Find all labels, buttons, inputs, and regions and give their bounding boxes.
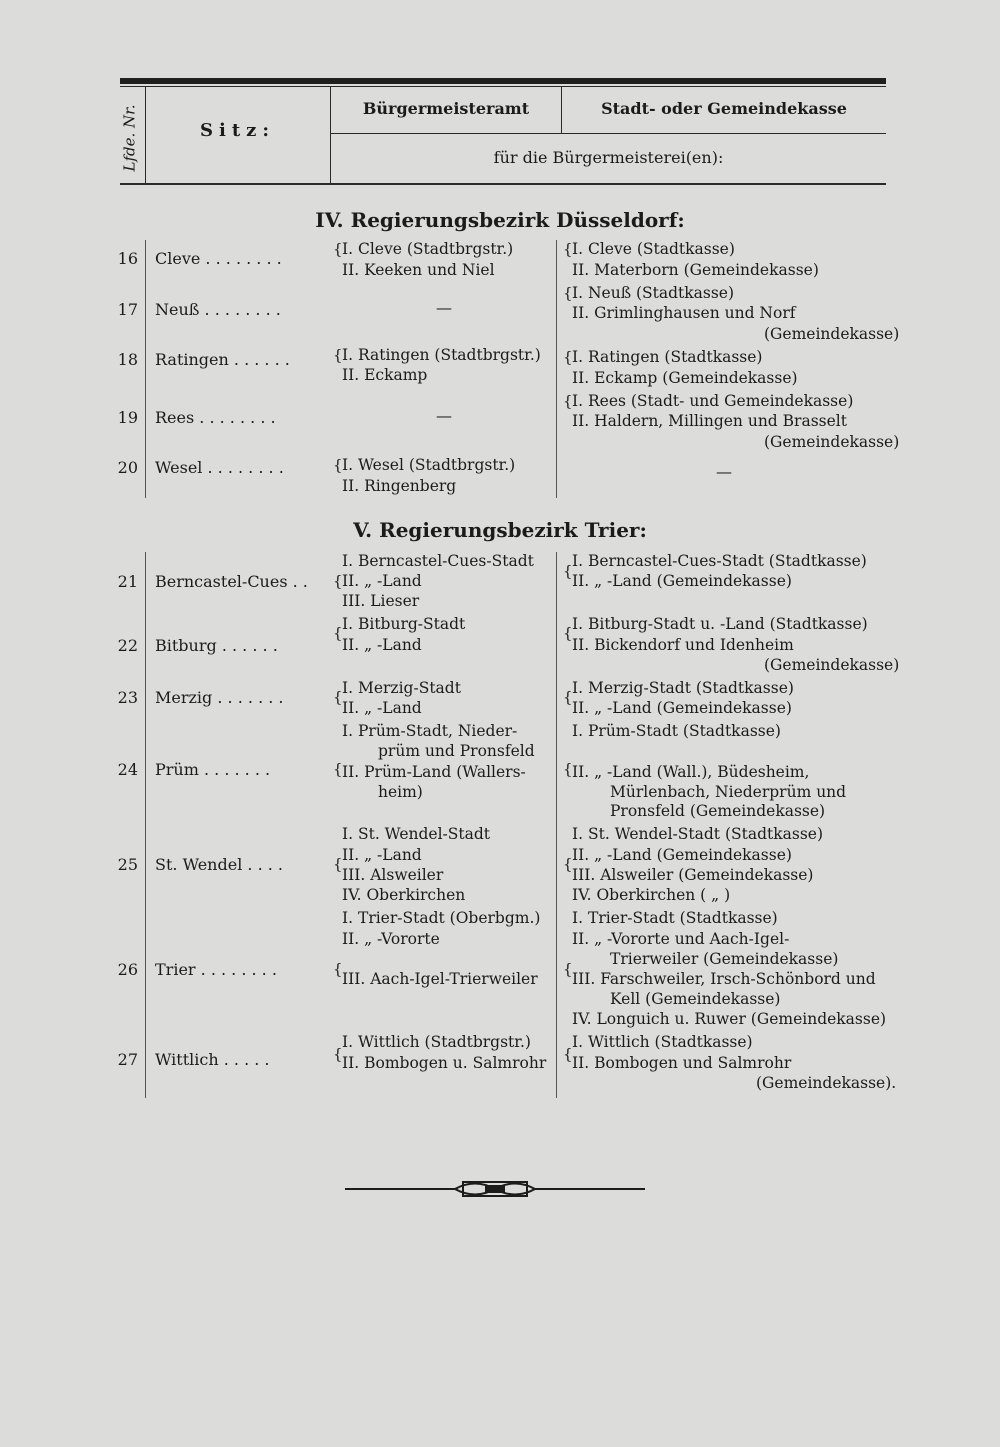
section-title-trier: V. Regierungsbezirk Trier: (353, 518, 647, 542)
kasse-entry: II. Eckamp (Gemeindekasse) (572, 369, 798, 387)
brace-icon: { (333, 346, 343, 364)
kasse-entry: (Gemeindekasse) (764, 433, 900, 451)
brace-icon: { (333, 240, 343, 258)
kasse-entry: I. Merzig-Stadt (Stadtkasse) (572, 679, 794, 697)
brace-icon: { (563, 855, 573, 873)
brace-icon: { (563, 348, 573, 366)
bm-entry: IV. Oberkirchen (342, 886, 466, 904)
body-divider-left-1 (145, 240, 146, 498)
bm-entry: I. Wesel (Stadtbrgstr.) (342, 456, 516, 474)
row-number: 26 (117, 960, 138, 979)
row-sitz: Cleve . . . . . . . . (155, 249, 282, 268)
kasse-entry: II. Bickendorf und Idenheim (572, 636, 794, 654)
kasse-entry: IV. Oberkirchen ( „ ) (572, 886, 731, 904)
bm-entry: III. Aach-Igel-Trierweiler (342, 970, 538, 988)
kasse-entry: I. Ratingen (Stadtkasse) (572, 348, 763, 366)
brace-icon: { (563, 624, 573, 642)
bm-entry: II. „ -Land (342, 636, 422, 654)
kasse-entry: Trierweiler (Gemeindekasse) (610, 950, 839, 968)
brace-icon: { (333, 760, 343, 778)
brace-icon: { (563, 562, 573, 580)
kasse-entry: I. Trier-Stadt (Stadtkasse) (572, 909, 778, 927)
bm-entry: I. St. Wendel-Stadt (342, 825, 491, 843)
header-rule-bottom (120, 183, 886, 185)
brace-icon: { (563, 240, 573, 258)
row-number: 19 (117, 408, 138, 427)
kasse-entry: II. „ -Land (Gemeindekasse) (572, 846, 792, 864)
brace-icon: { (563, 760, 573, 778)
row-sitz: Wittlich . . . . . (155, 1050, 270, 1069)
bm-entry: II. „ -Land (342, 846, 422, 864)
bm-entry: II. Bombogen u. Salmrohr (342, 1054, 547, 1072)
header-rule-top (120, 78, 886, 84)
kasse-entry: II. „ -Land (Gemeindekasse) (572, 572, 792, 590)
brace-icon: { (563, 960, 573, 978)
bm-dash: — (436, 406, 452, 425)
row-sitz: Rees . . . . . . . . (155, 408, 276, 427)
body-divider-mid-2 (556, 552, 557, 1098)
brace-icon: { (333, 688, 343, 706)
row-sitz: Merzig . . . . . . . (155, 688, 284, 707)
bm-entry: I. Berncastel-Cues-Stadt (342, 552, 534, 570)
bm-entry: I. Wittlich (Stadtbrgstr.) (342, 1033, 531, 1051)
brace-icon: { (333, 572, 343, 590)
kasse-entry: I. Wittlich (Stadtkasse) (572, 1033, 753, 1051)
row-sitz: Trier . . . . . . . . (155, 960, 277, 979)
header-rule-middle (330, 133, 886, 134)
section-title-duesseldorf: IV. Regierungsbezirk Düsseldorf: (315, 208, 685, 232)
brace-icon: { (563, 1045, 573, 1063)
kasse-entry: Kell (Gemeindekasse) (610, 990, 781, 1008)
kasse-entry: I. Rees (Stadt- und Gemeindekasse) (572, 392, 854, 410)
bm-entry: heim) (378, 783, 423, 801)
row-sitz: Berncastel-Cues . . (155, 572, 308, 591)
kasse-entry: III. Farschweiler, Irsch-Schönbord und (572, 970, 876, 988)
bm-entry: II. Ringenberg (342, 477, 457, 495)
header-kasse: Stadt- oder Gemeindekasse (601, 99, 847, 118)
header-fuer-buergermeistereien: für die Bürgermeisterei(en): (493, 148, 724, 167)
ornament-divider-icon (345, 1176, 645, 1202)
row-sitz: Neuß . . . . . . . . (155, 300, 281, 319)
header-lfd-nr: Lfde. Nr. (120, 104, 139, 172)
row-number: 18 (117, 350, 138, 369)
body-divider-mid-1 (556, 240, 557, 498)
kasse-entry: II. „ -Land (Wall.), Büdesheim, (572, 763, 810, 781)
bm-entry: II. „ -Vororte (342, 930, 440, 948)
row-sitz: Prüm . . . . . . . (155, 760, 271, 779)
kasse-dash: — (716, 462, 732, 481)
row-sitz: Bitburg . . . . . . (155, 636, 278, 655)
bm-entry: I. Cleve (Stadtbrgstr.) (342, 240, 514, 258)
bm-entry: II. „ -Land (342, 572, 422, 590)
kasse-entry: (Gemeindekasse) (764, 325, 900, 343)
kasse-entry: (Gemeindekasse) (764, 656, 900, 674)
row-number: 22 (117, 636, 138, 655)
kasse-entry: II. Haldern, Millingen und Brasselt (572, 412, 847, 430)
kasse-entry: I. St. Wendel-Stadt (Stadtkasse) (572, 825, 824, 843)
kasse-entry: II. Grimlinghausen und Norf (572, 304, 796, 322)
row-number: 27 (117, 1050, 138, 1069)
row-number: 24 (117, 760, 138, 779)
header-buergermeisteramt: Bürgermeisteramt (362, 99, 530, 118)
bm-entry: II. Keeken und Niel (342, 261, 495, 279)
brace-icon: { (333, 1045, 343, 1063)
kasse-entry: III. Alsweiler (Gemeindekasse) (572, 866, 814, 884)
header-rule-top-thin (120, 86, 886, 87)
row-sitz: St. Wendel . . . . (155, 855, 283, 874)
kasse-entry: II. „ -Vororte und Aach-Igel- (572, 930, 790, 948)
kasse-entry: I. Cleve (Stadtkasse) (572, 240, 735, 258)
brace-icon: { (563, 688, 573, 706)
brace-icon: { (563, 284, 573, 302)
bm-entry: I. Bitburg-Stadt (342, 615, 466, 633)
kasse-entry: II. Bombogen und Salmrohr (572, 1054, 792, 1072)
header-sitz: Sitz: (199, 120, 276, 141)
bm-entry: II. Prüm-Land (Wallers- (342, 763, 526, 781)
brace-icon: { (333, 456, 343, 474)
bm-dash: — (436, 298, 452, 317)
row-number: 17 (117, 300, 138, 319)
kasse-entry: I. Prüm-Stadt (Stadtkasse) (572, 722, 781, 740)
body-divider-left-2 (145, 552, 146, 1098)
kasse-entry: Pronsfeld (Gemeindekasse) (610, 802, 826, 820)
bm-entry: II. Eckamp (342, 366, 428, 384)
row-sitz: Wesel . . . . . . . . (155, 458, 284, 477)
brace-icon: { (333, 960, 343, 978)
brace-icon: { (333, 624, 343, 642)
kasse-entry: I. Neuß (Stadtkasse) (572, 284, 735, 302)
kasse-entry: IV. Longuich u. Ruwer (Gemeindekasse) (572, 1010, 887, 1028)
kasse-entry: I. Berncastel-Cues-Stadt (Stadtkasse) (572, 552, 867, 570)
row-number: 23 (117, 688, 138, 707)
bm-entry: I. Trier-Stadt (Oberbgm.) (342, 909, 541, 927)
kasse-entry: II. „ -Land (Gemeindekasse) (572, 699, 792, 717)
row-number: 25 (117, 855, 138, 874)
bm-entry: III. Lieser (342, 592, 420, 610)
brace-icon: { (333, 855, 343, 873)
row-sitz: Ratingen . . . . . . (155, 350, 290, 369)
kasse-entry: I. Bitburg-Stadt u. -Land (Stadtkasse) (572, 615, 868, 633)
kasse-entry: Mürlenbach, Niederprüm und (610, 783, 847, 801)
kasse-entry: (Gemeindekasse). (756, 1074, 897, 1092)
bm-entry: prüm und Pronsfeld (378, 742, 535, 760)
bm-entry: II. „ -Land (342, 699, 422, 717)
row-number: 21 (117, 572, 138, 591)
bm-entry: I. Prüm-Stadt, Nieder- (342, 722, 518, 740)
bm-entry: III. Alsweiler (342, 866, 444, 884)
row-number: 16 (117, 249, 138, 268)
kasse-entry: II. Materborn (Gemeindekasse) (572, 261, 819, 279)
row-number: 20 (117, 458, 138, 477)
brace-icon: { (563, 392, 573, 410)
bm-entry: I. Merzig-Stadt (342, 679, 461, 697)
bm-entry: I. Ratingen (Stadtbrgstr.) (342, 346, 541, 364)
